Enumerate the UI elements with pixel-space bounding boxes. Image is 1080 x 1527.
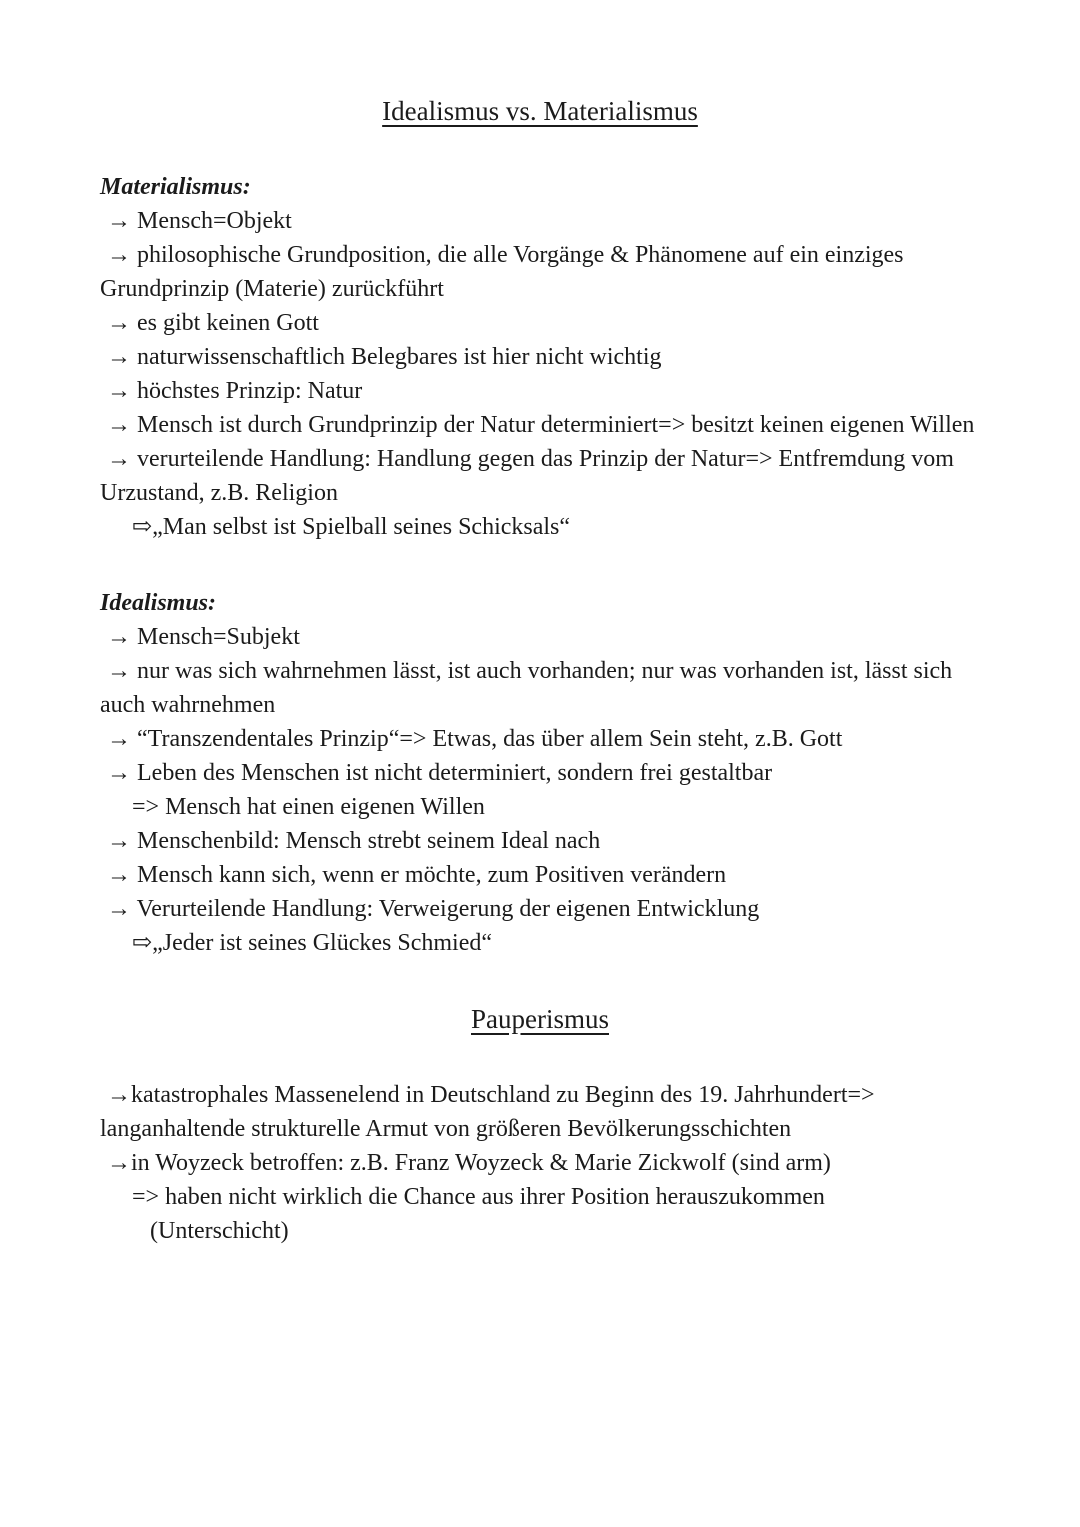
note-line: →katastrophales Massenelend in Deutschland zu Beginn des 19. Jahrhundert=> langanhaltende strukturelle Armut von größeren Bevölkerungsschichten [100, 1082, 875, 1142]
note-line: → philosophische Grundposition, die alle Vorgänge & Phänomene auf ein einziges Grundprinzip (Materie) zurückführt [100, 242, 904, 302]
note-line: → Mensch=Subjekt [107, 624, 300, 650]
note-line: => Mensch hat einen eigenen Willen [132, 794, 485, 820]
note-line: → Menschenbild: Mensch strebt seinem Ideal nach [107, 828, 601, 854]
note-line: → es gibt keinen Gott [107, 310, 319, 336]
note-line: → Verurteilende Handlung: Verweigerung der eigenen Entwicklung [107, 896, 760, 922]
note-line: → Mensch ist durch Grundprinzip der Natur determiniert=> besitzt keinen eigenen Willen [107, 412, 975, 438]
section-heading: Materialismus: [100, 174, 251, 200]
note-line: → naturwissenschaftlich Belegbares ist hier nicht wichtig [107, 344, 662, 370]
section-heading: Idealismus: [100, 590, 217, 616]
note-line: → verurteilende Handlung: Handlung gegen das Prinzip der Natur=> Entfremdung vom Urzustand, z.B. Religion [100, 446, 954, 506]
note-line: → Mensch kann sich, wenn er möchte, zum Positiven verändern [107, 862, 727, 888]
note-line: (Unterschicht) [150, 1218, 289, 1244]
note-section [100, 170, 980, 544]
note-line: → Leben des Menschen ist nicht determiniert, sondern frei gestaltbar [107, 760, 773, 786]
section-title: Pauperismus [471, 1004, 609, 1034]
note-line: → höchstes Prinzip: Natur [107, 378, 363, 404]
document-body [100, 94, 980, 1248]
note-line: → “Transzendentales Prinzip“=> Etwas, das über allem Sein steht, z.B. Gott [107, 726, 843, 752]
note-line: →in Woyzeck betroffen: z.B. Franz Woyzeck & Marie Zickwolf (sind arm) [107, 1150, 831, 1176]
section-title: Idealismus vs. Materialismus [382, 96, 698, 126]
note-line: ⇨„Man selbst ist Spielball seines Schicksals“ [132, 514, 571, 540]
note-section [100, 1078, 980, 1248]
note-line: → nur was sich wahrnehmen lässt, ist auch vorhanden; nur was vorhanden ist, lässt sich auch wahrnehmen [100, 658, 953, 718]
note-line: → Mensch=Objekt [107, 208, 292, 234]
note-section [100, 586, 980, 960]
note-line: ⇨„Jeder ist seines Glückes Schmied“ [132, 930, 493, 956]
note-line: => haben nicht wirklich die Chance aus ihrer Position herauszukommen [132, 1184, 825, 1210]
